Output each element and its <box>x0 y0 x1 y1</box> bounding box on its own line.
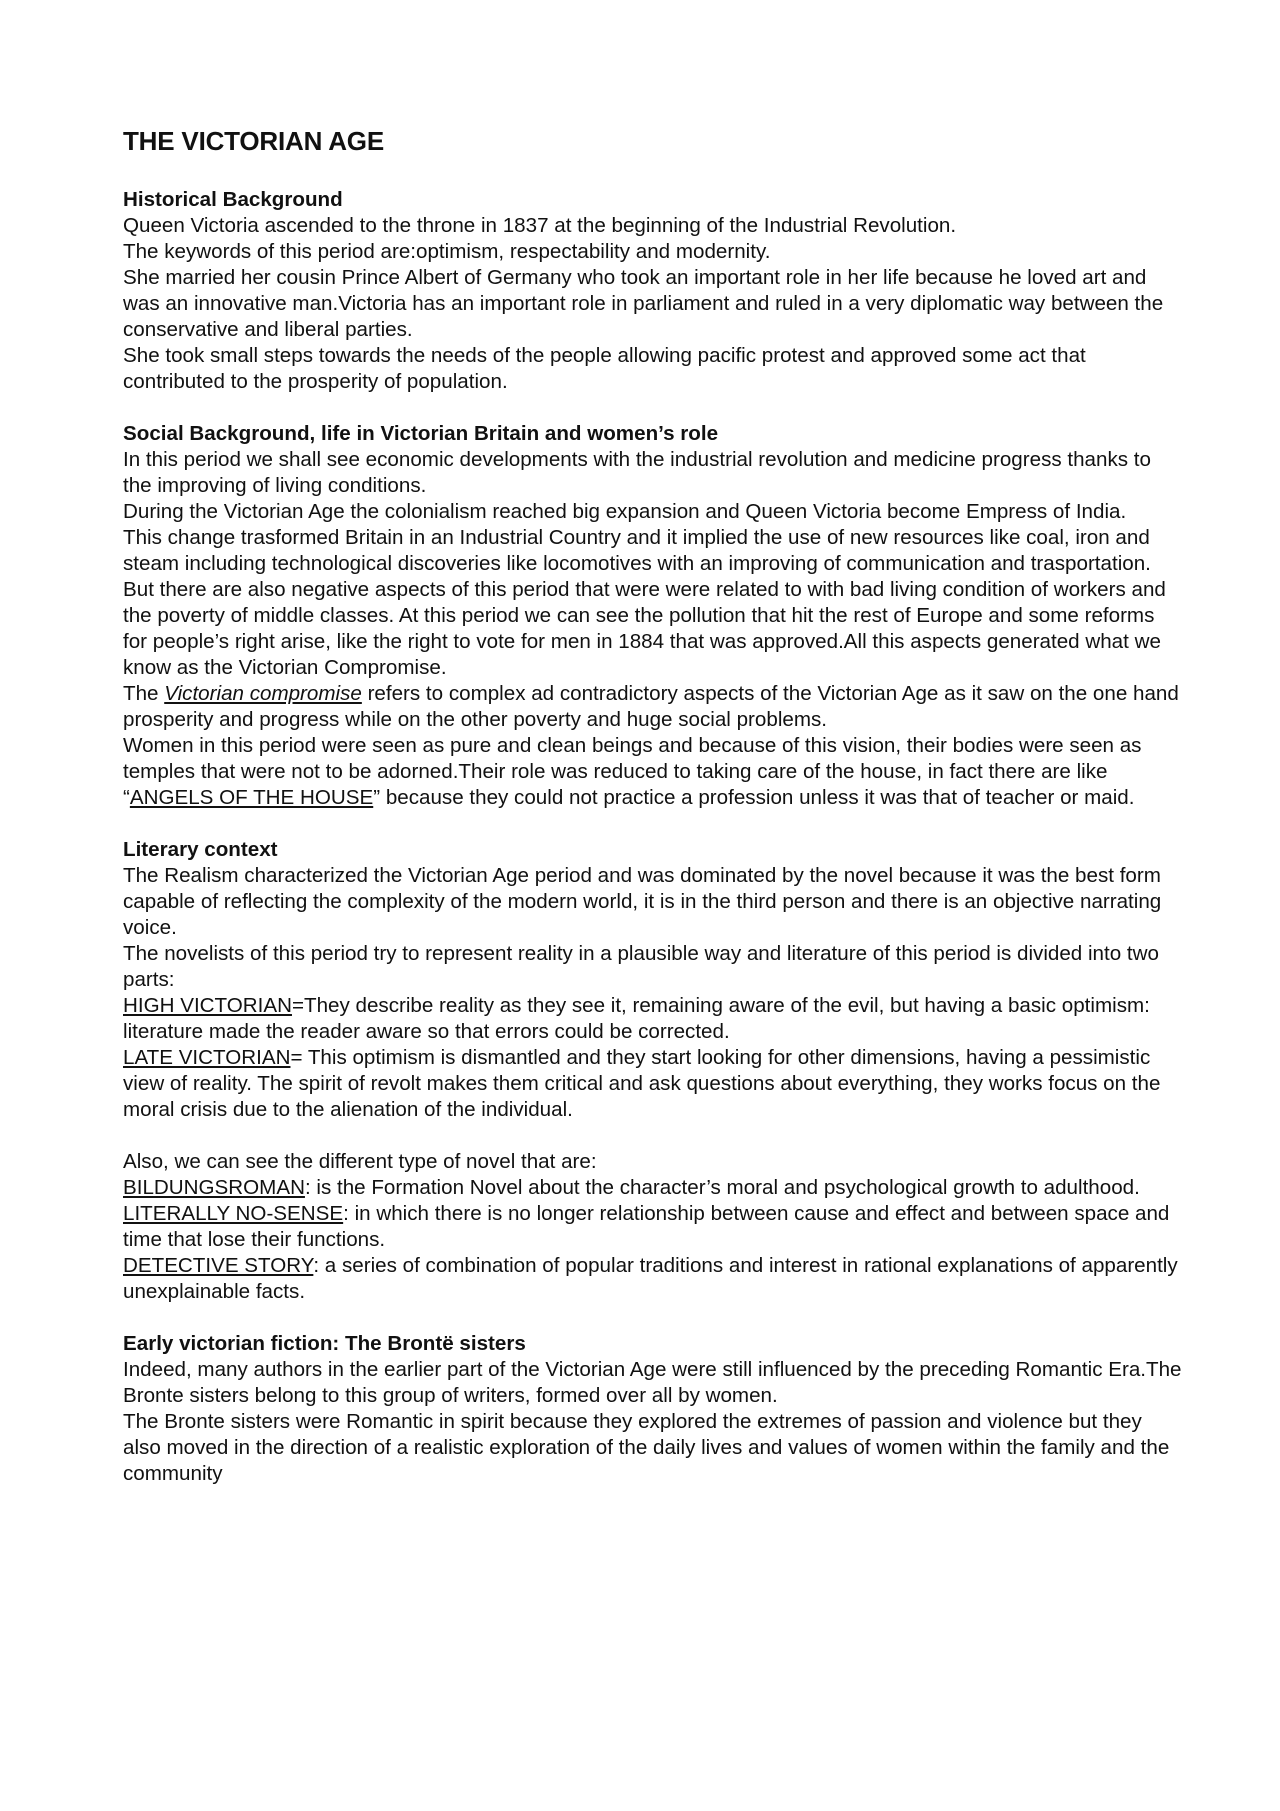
text-run: : is the Formation Novel about the character’s moral and psychological growth to adulthood. <box>304 1176 1140 1199</box>
text-run: The <box>123 682 165 705</box>
text-run: =They describe reality as they see it, remaining aware of the evil, but having a basic optimism: literature made the reader aware so that errors could be corrected. <box>123 994 1150 1043</box>
paragraph: Indeed, many authors in the earlier part of the Victorian Age were still influenced by the preceding Romantic Era.The Bronte sisters belong to this group of writers, formed over all by women. <box>123 1358 1182 1407</box>
paragraph <box>123 1175 1183 1201</box>
paragraph: Queen Victoria ascended to the throne in 1837 at the beginning of the Industrial Revolution. <box>123 214 957 237</box>
section-bronte-sisters <box>123 1331 1183 1487</box>
section-heading: Social Background, life in Victorian Britain and women’s role <box>123 422 719 445</box>
paragraph: The Realism characterized the Victorian Age period and was dominated by the novel because it was the best form capable of reflecting the complexity of the modern world, it is in the third person and there is an objective narrating voice. <box>123 864 1162 939</box>
angels-of-the-house-term: ANGELS OF THE HOUSE <box>129 786 374 809</box>
paragraph: This change trasformed Britain in an Industrial Country and it implied the use of new resources like coal, iron and steam including technological discoveries like locomotives with an improving of communication and trasportation. <box>123 526 1151 575</box>
late-victorian-term: LATE VICTORIAN <box>123 1046 291 1069</box>
paragraph <box>123 1201 1183 1253</box>
paragraph: The Bronte sisters were Romantic in spirit because they explored the extremes of passion and violence but they also moved in the direction of a realistic exploration of the daily lives and values of women within the family and the community <box>123 1410 1170 1485</box>
paragraph: But there are also negative aspects of this period that were were related to with bad living condition of workers and the poverty of middle classes. At this period we can see the pollution that hit the rest of Europe and some reforms for people’s right arise, like the right to vote for men in 1884 that was approved.All this aspects generated what we know as the Victorian Compromise. <box>123 578 1166 679</box>
section-historical-background <box>123 187 1183 395</box>
high-victorian-term: HIGH VICTORIAN <box>123 994 292 1017</box>
paragraph <box>123 1253 1183 1305</box>
document-page <box>123 124 1183 1487</box>
paragraph: She married her cousin Prince Albert of Germany who took an important role in her life because he loved art and was an innovative man.Victoria has an important role in parliament and ruled in a very diplomatic way between the conservative and liberal parties. <box>123 266 1164 341</box>
section-heading: Early victorian fiction: The Brontë sisters <box>123 1332 526 1355</box>
section-literary-context <box>123 837 1183 1123</box>
section-social-background <box>123 421 1183 811</box>
text-run: : in which there is no longer relationship between cause and effect and between space and time that lose their functions. <box>123 1202 1170 1251</box>
text-run: : a series of combination of popular traditions and interest in rational explanations of apparently unexplainable facts. <box>123 1254 1178 1303</box>
paragraph <box>123 993 1183 1045</box>
document-title: THE VICTORIAN AGE <box>123 126 384 156</box>
paragraph: In this period we shall see economic developments with the industrial revolution and medicine progress thanks to the improving of living conditions. <box>123 448 1151 497</box>
section-heading: Literary context <box>123 838 278 861</box>
paragraph <box>123 1045 1183 1123</box>
text-run: refers to complex ad contradictory aspects of the Victorian Age as it saw on the one hand prosperity and progress while on the other poverty and huge social problems. <box>123 682 1179 731</box>
paragraph <box>123 733 1183 811</box>
paragraph: During the Victorian Age the colonialism reached big expansion and Queen Victoria become Empress of India. <box>123 500 1127 523</box>
paragraph: The novelists of this period try to represent reality in a plausible way and literature of this period is divided into two parts: <box>123 942 1159 991</box>
paragraph <box>123 681 1183 733</box>
detective-story-term: DETECTIVE STORY <box>123 1254 314 1277</box>
literally-no-sense-term: LITERALLY NO-SENSE <box>123 1202 344 1225</box>
victorian-compromise-term: Victorian compromise <box>164 682 362 705</box>
text-run: Women in this period were seen as pure and clean beings and because of this vision, their bodies were seen as temples that were not to be adorned.Their role was reduced to taking care of the house, in fact there are like “ <box>123 734 1142 809</box>
text-run: = This optimism is dismantled and they start looking for other dimensions, having a pessimistic view of reality. The spirit of revolt makes them critical and ask questions about everything, they works focus on the moral crisis due to the alienation of the individual. <box>123 1046 1161 1121</box>
paragraph: Also, we can see the different type of novel that are: <box>123 1150 597 1173</box>
section-heading: Historical Background <box>123 188 343 211</box>
section-novel-types <box>123 1149 1183 1305</box>
paragraph: The keywords of this period are:optimism, respectability and modernity. <box>123 240 771 263</box>
text-run: ” because they could not practice a profession unless it was that of teacher or maid. <box>373 786 1135 809</box>
bildungsroman-term: BILDUNGSROMAN <box>123 1176 305 1199</box>
paragraph: She took small steps towards the needs of the people allowing pacific protest and approved some act that contributed to the prosperity of population. <box>123 344 1086 393</box>
